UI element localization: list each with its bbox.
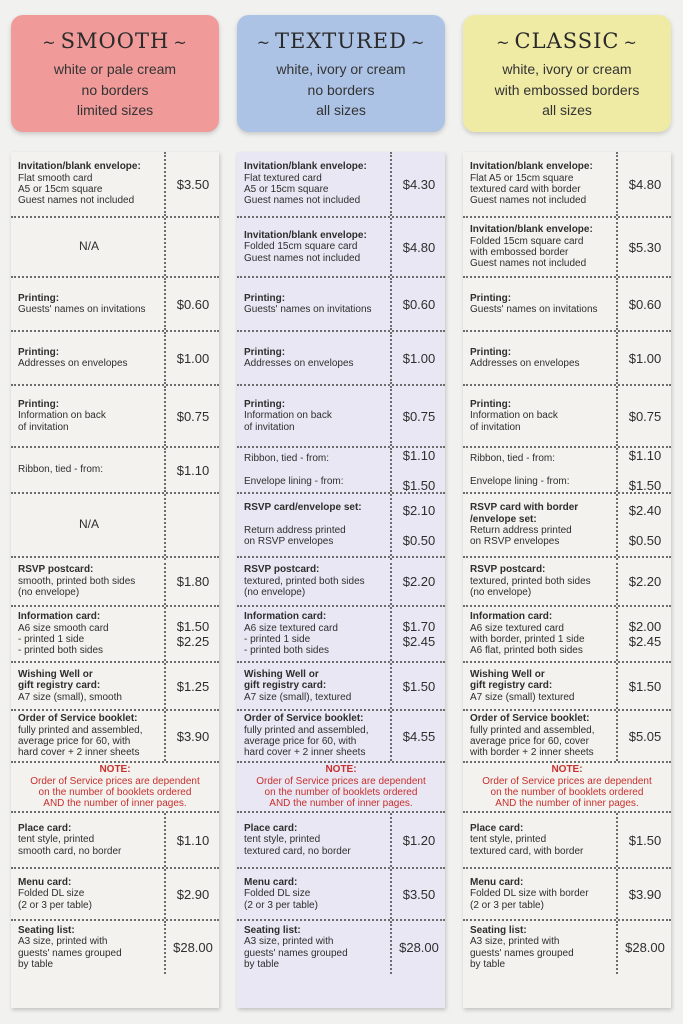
item-price: $1.70 $2.45 [402, 619, 436, 649]
price-row [463, 494, 671, 558]
column-divider [164, 152, 166, 216]
smooth-price-column [11, 152, 219, 1008]
item-details: Addresses on envelopes [18, 358, 128, 369]
item-price: $1.10 [176, 832, 210, 848]
column-divider [616, 332, 618, 384]
item-title: Printing: [470, 346, 512, 358]
item-price: $4.80 [402, 239, 436, 255]
item-price: $1.10 $1.50 [402, 447, 436, 493]
item-details: N/A [78, 239, 99, 254]
item-title: Wishing Well or gift registry card: [18, 668, 101, 692]
item-details: Information on back of invitation [470, 410, 558, 433]
item-title: Printing: [470, 292, 512, 304]
textured-price-column [237, 152, 445, 1008]
item-details: smooth, printed both sides (no envelope) [18, 575, 136, 599]
column-divider [164, 607, 166, 661]
item-details: Information on back of invitation [244, 410, 332, 433]
item-description [244, 663, 386, 709]
price-row [463, 663, 671, 711]
item-price: $0.75 [176, 408, 210, 424]
item-description [244, 607, 386, 661]
classic-header [463, 15, 671, 132]
price-row [463, 332, 671, 386]
item-title: Place card: [18, 822, 72, 834]
item-price: $3.50 [402, 886, 436, 902]
item-description [470, 763, 664, 811]
price-row [463, 869, 671, 921]
item-description [244, 152, 386, 216]
item-title: Invitation/blank envelope: [470, 161, 593, 173]
price-row [463, 448, 671, 494]
column-divider [616, 386, 618, 446]
price-row [463, 921, 671, 974]
item-description [18, 218, 160, 276]
item-title: RSVP card with border /envelope set: [470, 502, 579, 525]
item-title: Place card: [470, 822, 524, 834]
item-description [470, 558, 612, 605]
item-description [244, 218, 386, 276]
item-title: Seating list: [470, 924, 527, 936]
item-details: A3 size, printed with guests' names grouped by table [244, 936, 348, 970]
classic-header-line: with embossed borders [494, 81, 640, 98]
column-divider [390, 607, 392, 661]
item-description [244, 813, 386, 867]
item-details: Flat A5 or 15cm square textured card with border Guest names not included [470, 172, 587, 207]
item-price: $28.00 [173, 940, 213, 955]
item-description [470, 921, 612, 974]
column-divider [616, 869, 618, 919]
item-description [244, 278, 386, 330]
price-row [463, 278, 671, 332]
item-description [470, 663, 612, 709]
column-divider [390, 813, 392, 867]
item-price: $1.50 [402, 678, 436, 694]
column-divider [616, 711, 618, 761]
item-details: textured, printed both sides (no envelope) [244, 575, 365, 599]
item-price: $3.90 [176, 728, 210, 744]
item-description [470, 332, 612, 384]
column-divider [616, 558, 618, 605]
item-description [18, 558, 160, 605]
item-details: Addresses on envelopes [244, 358, 354, 369]
column-divider [616, 218, 618, 276]
note-row [11, 763, 219, 813]
item-title: Printing: [470, 398, 512, 410]
item-description [470, 494, 612, 556]
item-title: Printing: [18, 346, 60, 358]
note-title: NOTE: [551, 764, 583, 776]
item-title: RSVP postcard: [244, 564, 320, 576]
price-row [237, 448, 445, 494]
item-description [244, 332, 386, 384]
item-price: $2.00 $2.45 [628, 619, 662, 649]
column-divider [164, 386, 166, 446]
price-row [11, 218, 219, 278]
item-details: A7 size (small) textured [470, 691, 575, 703]
item-details: Guests' names on invitations [18, 304, 146, 315]
item-price: $4.30 [402, 176, 436, 192]
column-divider [616, 813, 618, 867]
item-description [18, 386, 160, 446]
item-details: A7 size (small), smooth [18, 691, 122, 703]
item-description [244, 763, 438, 811]
item-description [18, 448, 160, 492]
price-row [463, 152, 671, 218]
price-row [463, 813, 671, 869]
item-price: $2.20 [402, 574, 436, 589]
item-price: $2.20 [628, 574, 662, 589]
item-description [18, 921, 160, 974]
smooth-header [11, 15, 219, 132]
price-row [11, 494, 219, 558]
column-divider [164, 218, 166, 276]
price-row [237, 558, 445, 607]
item-title: Place card: [244, 822, 298, 834]
item-description [470, 278, 612, 330]
item-title: Order of Service booklet: [470, 713, 590, 725]
textured-header-line: no borders [307, 81, 375, 98]
column-divider [390, 386, 392, 446]
item-details: Folded DL size (2 or 3 per table) [244, 888, 318, 911]
item-details: N/A [78, 517, 99, 532]
column-divider [616, 448, 618, 492]
item-description [18, 607, 160, 661]
price-row [237, 278, 445, 332]
item-title: Seating list: [244, 924, 301, 936]
item-description [470, 448, 612, 492]
item-details: textured, printed both sides (no envelope) [470, 575, 591, 599]
item-description [470, 152, 612, 216]
item-price: $1.10 [176, 462, 210, 478]
column-divider [616, 278, 618, 330]
item-description [470, 813, 612, 867]
item-details: fully printed and assembled, average price for 60, with hard cover + 2 inner sheets [18, 724, 143, 759]
item-details: Folded 15cm square card Guest names not included [244, 241, 361, 264]
item-price: $2.40 $0.50 [628, 502, 662, 548]
item-description [18, 332, 160, 384]
item-details: Ribbon, tied - from: Envelope lining - from: [244, 452, 344, 487]
item-details: Folded DL size with border (2 or 3 per table) [470, 888, 589, 911]
item-title: Information card: [470, 611, 553, 623]
item-price: $1.00 [628, 350, 662, 366]
item-details: A7 size (small), textured [244, 691, 352, 703]
price-row [11, 869, 219, 921]
price-row [11, 921, 219, 974]
column-divider [390, 921, 392, 974]
item-title: Wishing Well or gift registry card: [470, 668, 553, 692]
price-row [237, 386, 445, 448]
item-description [18, 869, 160, 919]
price-row [237, 711, 445, 763]
note-text: Order of Service prices are dependent on the number of booklets ordered AND the number of inner pages. [30, 775, 200, 810]
item-details: Guests' names on invitations [244, 304, 372, 315]
item-title: Order of Service booklet: [244, 713, 364, 725]
price-row [11, 711, 219, 763]
item-price: $28.00 [625, 940, 665, 955]
column-divider [390, 218, 392, 276]
item-description [244, 448, 386, 492]
item-title: Information card: [244, 611, 327, 623]
price-row [11, 332, 219, 386]
price-row [237, 218, 445, 278]
column-divider [390, 869, 392, 919]
item-price: $0.60 [402, 296, 436, 312]
price-row [237, 663, 445, 711]
item-price: $1.25 [176, 678, 210, 694]
price-row [237, 813, 445, 869]
item-price: $1.20 [402, 832, 436, 848]
price-row [237, 152, 445, 218]
classic-header-line: white, ivory or cream [502, 61, 632, 77]
price-row [237, 921, 445, 974]
smooth-header-line: limited sizes [76, 102, 154, 118]
column-divider [164, 813, 166, 867]
note-text: Order of Service prices are dependent on the number of booklets ordered AND the number of inner pages. [256, 775, 426, 810]
price-row [237, 332, 445, 386]
item-details: tent style, printed textured card, with border [470, 834, 584, 857]
item-price: $1.50 $2.25 [176, 619, 210, 649]
item-details: Flat textured card A5 or 15cm square Guest names not included [244, 172, 361, 207]
item-price: $1.50 [628, 832, 662, 848]
classic-header-line: all sizes [542, 102, 592, 118]
column-divider [390, 278, 392, 330]
item-title: Invitation/blank envelope: [470, 224, 593, 236]
note-text: Order of Service prices are dependent on the number of booklets ordered AND the number of inner pages. [482, 775, 652, 810]
item-title: RSVP postcard: [470, 564, 546, 576]
column-divider [616, 921, 618, 974]
item-description [18, 813, 160, 867]
textured-title: ~ TEXTURED ~ [237, 29, 445, 59]
price-row [11, 663, 219, 711]
price-row [11, 813, 219, 869]
item-description [244, 386, 386, 446]
price-row [11, 448, 219, 494]
item-title: Printing: [244, 292, 286, 304]
column-divider [164, 558, 166, 605]
column-divider [164, 711, 166, 761]
column-divider [164, 332, 166, 384]
item-title: Invitation/blank envelope: [18, 161, 141, 173]
classic-price-column [463, 152, 671, 1008]
column-divider [616, 607, 618, 661]
item-description [244, 494, 386, 556]
item-price: $1.50 [628, 678, 662, 694]
item-price [167, 218, 219, 276]
column-divider [390, 152, 392, 216]
item-price: $3.50 [176, 176, 210, 192]
price-row [237, 869, 445, 921]
column-divider [164, 448, 166, 492]
price-row [463, 218, 671, 278]
price-row [463, 558, 671, 607]
column-divider [390, 494, 392, 556]
price-row [463, 607, 671, 663]
item-price: $4.55 [402, 728, 436, 744]
item-details: fully printed and assembled, average price for 60, cover with border + 2 inner sheets [470, 724, 595, 759]
item-title: Invitation/blank envelope: [244, 161, 367, 173]
textured-header-line: white, ivory or cream [276, 61, 406, 77]
note-row [237, 763, 445, 813]
item-description [470, 869, 612, 919]
item-price: $4.80 [628, 176, 662, 192]
item-details: Guests' names on invitations [470, 304, 598, 315]
item-details: Information on back of invitation [18, 410, 106, 433]
item-details: Folded DL size (2 or 3 per table) [18, 888, 92, 911]
column-divider [164, 921, 166, 974]
note-row [463, 763, 671, 813]
column-divider [164, 869, 166, 919]
column-divider [390, 558, 392, 605]
item-description [18, 663, 160, 709]
item-details: fully printed and assembled, average price for 60, with hard cover + 2 inner sheets [244, 724, 369, 759]
item-price: $1.00 [402, 350, 436, 366]
item-price [167, 494, 219, 556]
column-divider [390, 711, 392, 761]
item-title: Printing: [18, 292, 60, 304]
item-price: $2.90 [176, 886, 210, 902]
column-divider [390, 448, 392, 492]
item-title: Order of Service booklet: [18, 713, 138, 725]
item-description [470, 711, 612, 761]
item-price: $0.60 [628, 296, 662, 312]
smooth-title: ~ SMOOTH ~ [11, 29, 219, 59]
item-price: $1.80 [176, 574, 210, 589]
item-description [244, 869, 386, 919]
item-details: Addresses on envelopes [470, 358, 580, 369]
column-divider [390, 663, 392, 709]
column-divider [616, 663, 618, 709]
item-description [470, 386, 612, 446]
item-details: tent style, printed textured card, no border [244, 834, 351, 857]
item-details: tent style, printed smooth card, no border [18, 834, 122, 857]
item-details: A3 size, printed with guests' names grouped by table [470, 936, 574, 970]
column-divider [616, 494, 618, 556]
item-details: A6 size smooth card - printed 1 side - printed both sides [18, 622, 109, 657]
item-details: A6 size textured card - printed 1 side - printed both sides [244, 622, 338, 657]
item-details: Return address printed on RSVP envelopes [470, 525, 572, 548]
item-details: Folded 15cm square card with embossed border Guest names not included [470, 235, 587, 270]
smooth-header-line: no borders [81, 81, 149, 98]
item-price: $3.90 [628, 886, 662, 902]
price-row [463, 386, 671, 448]
item-title: RSVP postcard: [18, 564, 94, 576]
item-title: Wishing Well or gift registry card: [244, 668, 327, 692]
item-title: Printing: [18, 398, 60, 410]
item-price: $0.75 [628, 408, 662, 424]
column-divider [164, 663, 166, 709]
price-row [11, 607, 219, 663]
item-price: $5.05 [628, 728, 662, 744]
price-row [237, 607, 445, 663]
smooth-header-line: white or pale cream [53, 61, 177, 77]
column-divider [390, 332, 392, 384]
item-details: A3 size, printed with guests' names grouped by table [18, 936, 122, 970]
item-price: $2.10 $0.50 [402, 502, 436, 548]
price-row [11, 386, 219, 448]
item-details: Ribbon, tied - from: Envelope lining - from: [470, 452, 570, 487]
textured-header-line: all sizes [316, 102, 366, 118]
item-title: Information card: [18, 611, 101, 623]
item-description [18, 711, 160, 761]
note-title: NOTE: [99, 764, 131, 776]
item-title: Menu card: [18, 876, 72, 888]
price-row [11, 558, 219, 607]
item-description [18, 152, 160, 216]
price-row [237, 494, 445, 558]
item-title: Printing: [244, 398, 286, 410]
item-description [18, 278, 160, 330]
classic-title: ~ CLASSIC ~ [463, 29, 671, 59]
price-row [463, 711, 671, 763]
item-description [244, 558, 386, 605]
item-description [244, 921, 386, 974]
item-description [18, 763, 212, 811]
item-price: $28.00 [399, 940, 439, 955]
item-title: Printing: [244, 346, 286, 358]
note-title: NOTE: [325, 764, 357, 776]
price-row [11, 278, 219, 332]
item-price: $1.00 [176, 350, 210, 366]
item-description [18, 494, 160, 556]
column-divider [616, 152, 618, 216]
item-title: Menu card: [470, 876, 524, 888]
item-details: Flat smooth card A5 or 15cm square Guest names not included [18, 172, 135, 207]
item-details: Return address printed on RSVP envelopes [244, 525, 346, 548]
item-price: $0.75 [402, 408, 436, 424]
column-divider [164, 278, 166, 330]
column-divider [164, 494, 166, 556]
item-title: Menu card: [244, 876, 298, 888]
price-row [11, 152, 219, 218]
item-details: A6 size textured card with border, printed 1 side A6 flat, printed both sides [470, 622, 585, 657]
item-title: Invitation/blank envelope: [244, 229, 367, 241]
item-price: $5.30 [628, 239, 662, 255]
item-description [470, 218, 612, 276]
item-details: Ribbon, tied - from: [18, 464, 104, 476]
item-price: $0.60 [176, 296, 210, 312]
item-title: Seating list: [18, 924, 75, 936]
item-price: $1.10 $1.50 [628, 447, 662, 493]
item-description [244, 711, 386, 761]
item-description [470, 607, 612, 661]
item-title: RSVP card/envelope set: [244, 502, 362, 514]
textured-header [237, 15, 445, 132]
